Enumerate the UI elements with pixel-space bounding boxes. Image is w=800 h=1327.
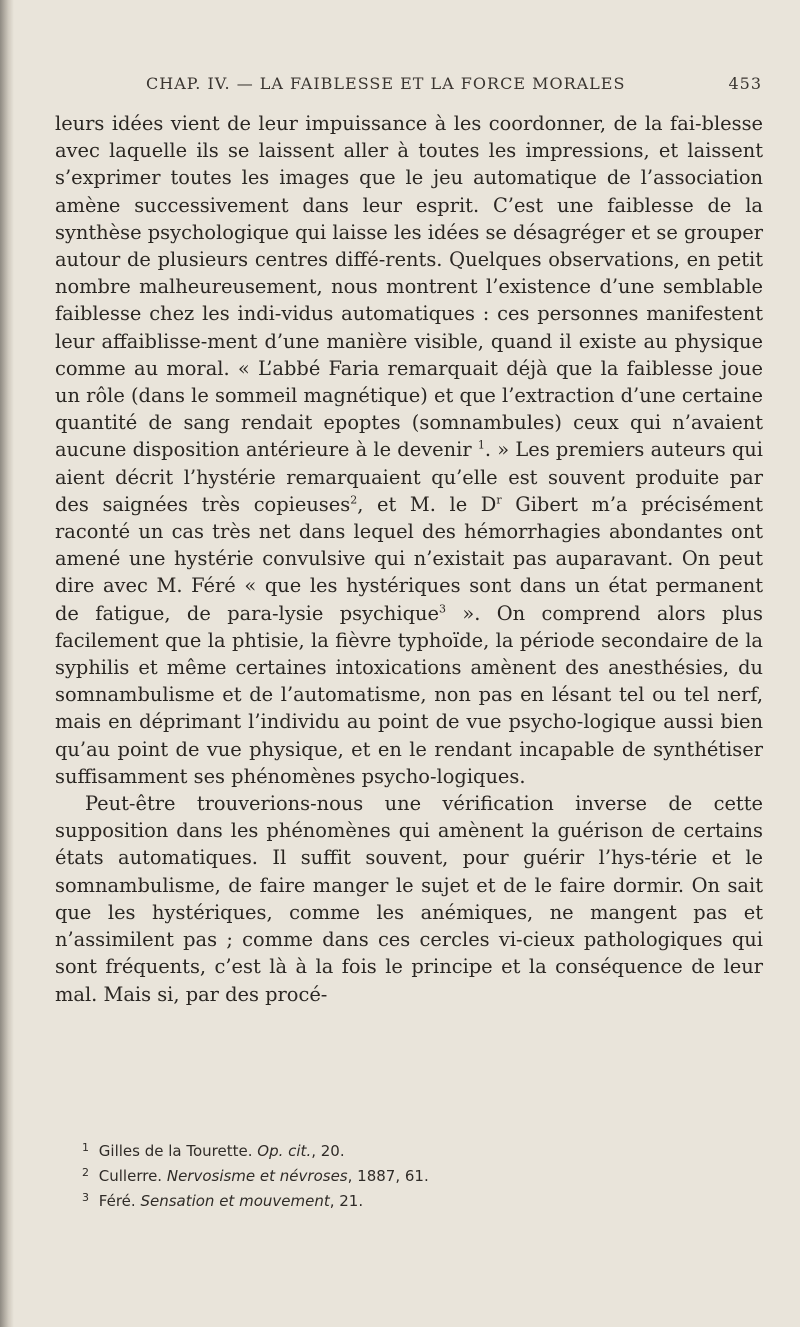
footnote-mark: 2 xyxy=(82,1166,89,1179)
footnotes xyxy=(82,1139,762,1214)
paragraph-1-part-e: ». On comprend alors plus facilement que la phtisie, la fièvre typhoïde, la période secondaire de la syphilis et même certaines intoxications amènent des anesthésies, du somnambulisme et de l’automatisme, non pas en lésant tel ou tel nerf, mais en déprimant l’individu au point de vue psycho-logique aussi bien qu’au point de vue physique, et en le rendant incapable de synthétiser suffisamment ses phénomènes psycho-logiques. xyxy=(55,601,763,788)
body-text xyxy=(55,110,763,1008)
footnote-work: Nervosisme et névroses xyxy=(166,1167,348,1185)
paragraph-1 xyxy=(55,110,763,790)
footnote-mark: 1 xyxy=(82,1141,89,1154)
footnote-ref-1: 1 xyxy=(477,438,485,452)
footnote-ref: , 1887, 61. xyxy=(347,1167,429,1185)
page-edge xyxy=(0,0,14,1327)
footnote-author: Féré. xyxy=(98,1192,136,1210)
footnote-work: Sensation et mouvement xyxy=(140,1192,330,1210)
paragraph-1-part-c: , et M. le D xyxy=(357,492,497,516)
footnote-1 xyxy=(82,1139,762,1164)
footnote-3 xyxy=(82,1189,762,1214)
page-number: 453 xyxy=(728,74,762,93)
footnote-ref-3: 3 xyxy=(438,602,446,616)
footnote-2 xyxy=(82,1164,762,1189)
running-title: CHAP. IV. — LA FAIBLESSE ET LA FORCE MORALES xyxy=(146,74,626,93)
paragraph-1-part-b: . » Les premiers auteurs qui aient décrit l’hystérie remarquaient qu’elle est souvent produite par des saignées très copieuses xyxy=(55,438,763,516)
footnote-ref-2: 2 xyxy=(350,493,358,507)
footnote-author: Cullerre. xyxy=(98,1167,163,1185)
footnote-mark: 3 xyxy=(82,1191,89,1204)
paragraph-2: Peut-être trouverions-nous une vérification inverse de cette supposition dans les phénomènes qui amènent la guérison de certains états automatiques. Il suffit souvent, pour guérir l’hys-térie et le somnambulisme, de faire manger le sujet et de le faire dormir. On sait que les hystériques, comme les anémiques, ne mangent pas et n’assimilent pas ; comme dans ces cercles vi-cieux pathologiques qui sont fréquents, c’est là à la fois le principe et la conséquence de leur mal. Mais si, par des procé- xyxy=(55,792,763,1006)
footnote-ref: , 20. xyxy=(311,1142,345,1160)
running-header xyxy=(56,74,762,93)
paragraph-1-part-d: Gibert m’a précisément raconté un cas très net dans lequel des hémorrhagies abondantes ont amené une hystérie convulsive qui n’existait pas auparavant. On peut dire avec M. Féré « que les hystériques sont dans un état permanent de fatigue, de para-lysie psychique xyxy=(55,492,764,625)
footnote-author: Gilles de la Tourette. xyxy=(98,1142,253,1160)
footnote-ref: , 21. xyxy=(329,1192,364,1210)
paragraph-1-part-a: leurs idées vient de leur impuissance à les coordonner, de la fai-blesse avec laquelle ils se laissent aller à toutes les impressions, et laissent s’exprimer toutes les images que le jeu automatique de l’association amène successivement dans leur esprit. C’est une faiblesse de la synthèse psychologique qui laisse les idées se désagréger et se grouper autour de plusieurs centres diffé-rents. Quelques observations, en petit nombre malheureusement, nous montrent l’existence d’une semblable faiblesse chez les indi-vidus automatiques : ces personnes manifestent leur affaiblisse-ment d’une manière visible, quand il existe au physique comme au moral. « L’abbé Faria remarquait déjà que la faiblesse joue un rôle (dans le sommeil magnétique) et que l’extraction d’une certaine quantité de sang rendait epoptes (somnambules) ceux qui n’avaient aucune disposition antérieure à le devenir xyxy=(55,112,763,462)
doctor-abbrev-sup: r xyxy=(496,493,502,507)
footnote-work: Op. cit. xyxy=(257,1142,312,1160)
